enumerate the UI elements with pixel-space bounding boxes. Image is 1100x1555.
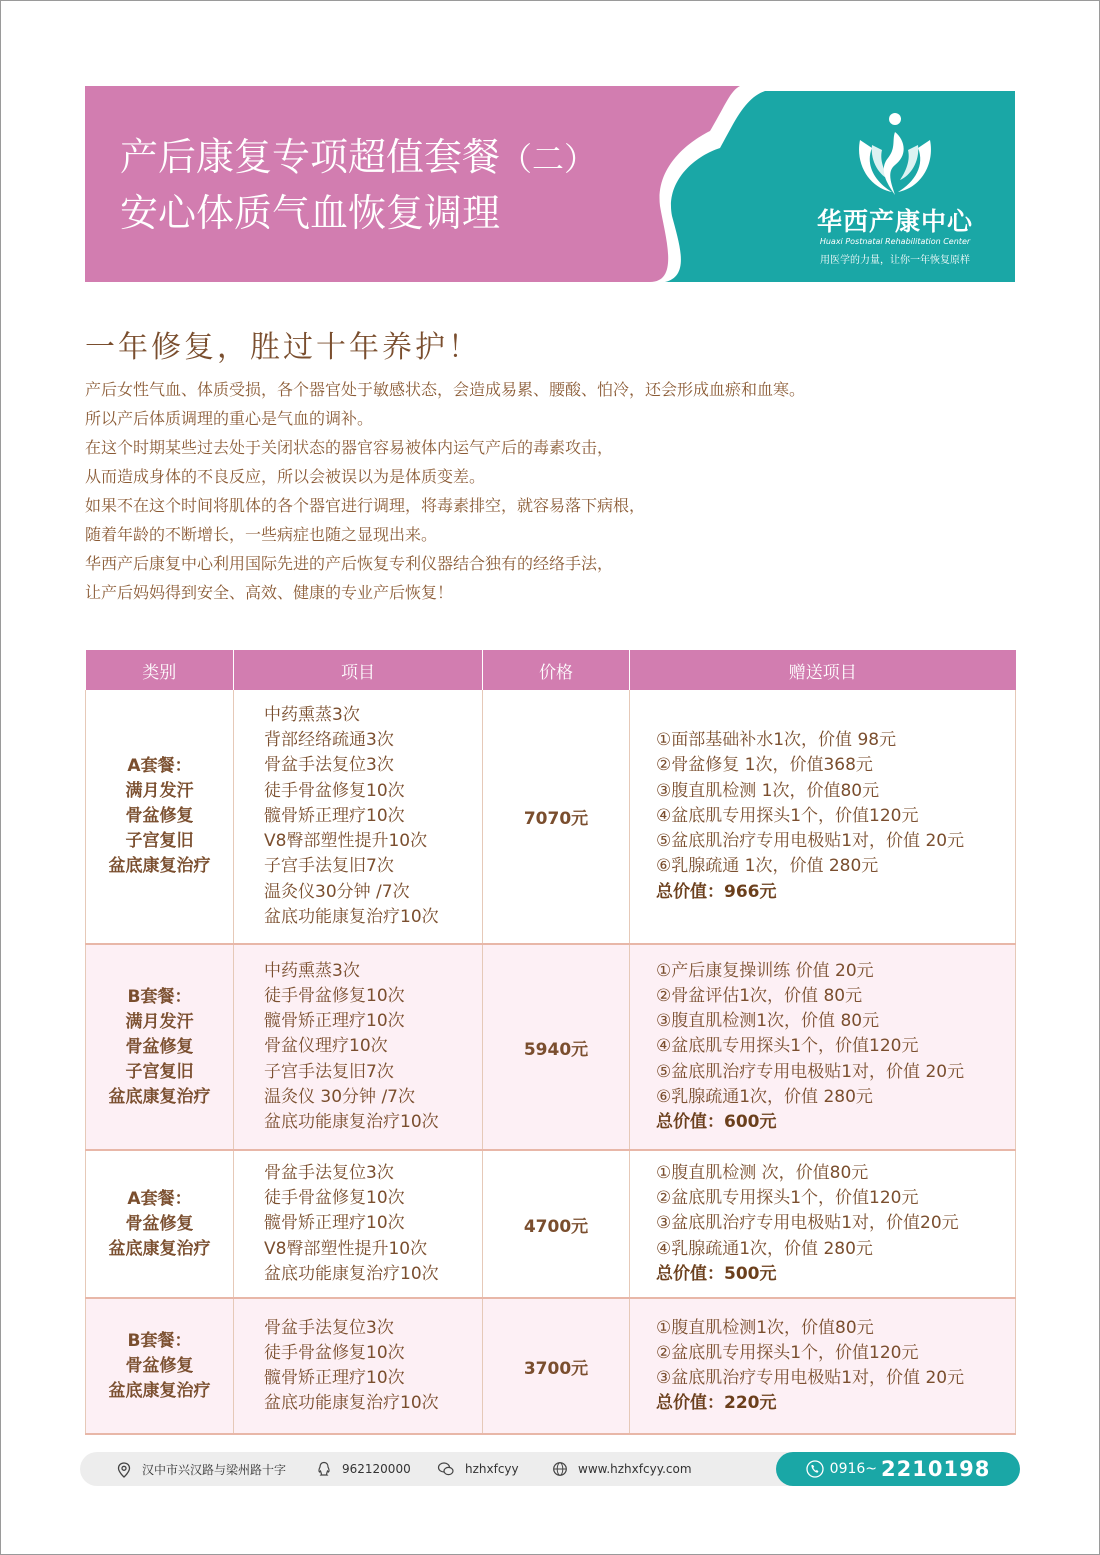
gift-total: 总价值：220元	[656, 1393, 777, 1414]
item-line: 中药熏蒸3次	[264, 960, 360, 981]
logo-slogan: 用医学的力量，让你一年恢复原样	[820, 255, 970, 266]
package-items-cell	[234, 690, 483, 944]
package-category-cell	[86, 1298, 234, 1434]
gift-line: ④盆底肌专用探头1个，价值120元	[656, 1036, 919, 1057]
logo-english-name: Huaxi Postnatal Rehabilitation Center	[819, 237, 971, 246]
gift-line: ④盆底肌专用探头1个，价值120元	[656, 805, 919, 826]
footer-address	[116, 1461, 286, 1478]
category-line: 盆底康复治疗	[108, 1238, 211, 1259]
item-line: 盆底功能康复治疗10次	[264, 1393, 439, 1414]
gift-line: ③盆底肌治疗专用电极贴1对，价值 20元	[656, 1368, 965, 1388]
item-line: 徒手骨盆修复10次	[264, 1188, 405, 1209]
category-line: B套餐：	[127, 1330, 192, 1351]
gift-line: ①腹直肌检测 次，价值80元	[656, 1162, 869, 1183]
package-items-cell	[234, 944, 483, 1150]
package-category-cell	[86, 1150, 234, 1298]
table-row	[86, 1298, 1016, 1434]
category-line: A套餐：	[127, 1188, 192, 1209]
item-line: 徒手骨盆修复10次	[264, 1342, 405, 1363]
category-line: 骨盆修复	[125, 1355, 194, 1376]
item-line: 盆底功能康复治疗10次	[264, 1112, 439, 1132]
item-line: 髋骨矫正理疗10次	[264, 1213, 405, 1234]
header-gifts: 赠送项目	[630, 650, 1016, 690]
gift-line: ②盆底肌专用探头1个，价值120元	[656, 1342, 919, 1363]
header-category: 类别	[86, 650, 234, 690]
package-price-cell: 3700元	[483, 1298, 630, 1434]
table-row	[86, 944, 1016, 1150]
table-header-row	[86, 650, 1016, 690]
package-gifts-cell	[630, 690, 1016, 944]
gift-total: 总价值：500元	[656, 1263, 777, 1284]
intro-line: 从而造成身体的不良反应，所以会被误以为是体质变差。	[85, 467, 486, 486]
category-line: 子宫复旧	[125, 1061, 194, 1082]
item-line: 温灸仪 30分钟 /7次	[264, 1086, 415, 1107]
item-line: 盆底功能康复治疗10次	[264, 906, 439, 927]
item-line: V8臀部塑性提升10次	[264, 831, 428, 852]
package-category-cell	[86, 690, 234, 944]
intro-paragraph	[85, 375, 1025, 607]
header-title	[120, 130, 596, 240]
wechat-text: hzhxfcyy	[465, 1462, 519, 1476]
qq-icon	[316, 1461, 332, 1477]
category-line: 骨盆修复	[125, 1036, 194, 1057]
gift-line: ①产后康复操训练 价值 20元	[656, 960, 874, 981]
wechat-icon	[437, 1461, 455, 1477]
table-row	[86, 690, 1016, 944]
gift-line: ①腹直肌检测1次，价值80元	[656, 1317, 874, 1338]
item-line: 骨盆手法复位3次	[264, 1162, 394, 1183]
item-line: 徒手骨盆修复10次	[264, 780, 405, 801]
item-line: 骨盆仪理疗10次	[264, 1036, 388, 1057]
address-text: 汉中市兴汉路与梁州路十字	[142, 1463, 287, 1477]
gift-total: 总价值：600元	[656, 1112, 777, 1132]
item-line: 徒手骨盆修复10次	[264, 985, 405, 1006]
gift-line: ③腹直肌检测1次，价值 80元	[656, 1011, 880, 1032]
intro-line: 所以产后体质调理的重心是气血的调补。	[85, 409, 374, 428]
gift-line: ⑥乳腺疏通 1次，价值 280元	[656, 856, 879, 877]
website-link[interactable]: www.hzhxfcyy.com	[578, 1462, 692, 1476]
gift-line: ②骨盆修复 1次，价值368元	[656, 755, 873, 776]
footer-website	[552, 1461, 692, 1477]
header-title-paren: （二）	[500, 140, 597, 178]
package-category-cell	[86, 944, 234, 1150]
package-gifts-cell	[630, 1298, 1016, 1434]
gift-total: 总价值：966元	[656, 881, 777, 902]
logo	[800, 110, 990, 270]
item-line: 髋骨矫正理疗10次	[264, 1368, 405, 1388]
gift-line: ⑤盆底肌治疗专用电极贴1对，价值 20元	[656, 1061, 965, 1082]
footer-wechat	[437, 1461, 519, 1477]
item-line: 髋骨矫正理疗10次	[264, 1011, 405, 1032]
package-price-cell: 4700元	[483, 1150, 630, 1298]
intro-line: 华西产后康复中心利用国际先进的产后恢复专利仪器结合独有的经络手法，	[85, 554, 614, 573]
phone-number: 2210198	[881, 1457, 991, 1481]
gift-line: ⑥乳腺疏通1次，价值 280元	[656, 1086, 873, 1107]
header-title-line1: 产后康复专项超值套餐	[120, 135, 501, 179]
item-line: V8臀部塑性提升10次	[264, 1238, 428, 1259]
headline: 一年修复，胜过十年养护！	[85, 330, 481, 365]
item-line: 子宫手法复旧7次	[264, 856, 394, 877]
intro-line: 在这个时期某些过去处于关闭状态的器官容易被体内运气产后的毒素攻击，	[85, 438, 614, 457]
globe-icon	[552, 1461, 568, 1477]
category-line: 盆底康复治疗	[108, 1086, 211, 1107]
package-items-cell	[234, 1150, 483, 1298]
logo-mark-icon	[850, 110, 940, 200]
footer-qq	[316, 1461, 411, 1477]
item-line: 温灸仪30分钟 /7次	[264, 881, 410, 902]
intro-line: 随着年龄的不断增长，一些病症也随之显现出来。	[85, 525, 438, 544]
gift-line: ③腹直肌检测 1次，价值80元	[656, 780, 880, 801]
location-icon	[116, 1462, 132, 1478]
item-line: 子宫手法复旧7次	[264, 1061, 394, 1082]
category-line: 满月发汗	[125, 1011, 194, 1032]
category-line: 骨盆修复	[125, 806, 194, 826]
package-gifts-cell	[630, 944, 1016, 1150]
category-line: B套餐：	[127, 986, 192, 1007]
item-line: 背部经络疏通3次	[264, 730, 394, 751]
package-items-cell	[234, 1298, 483, 1434]
gift-line: ③盆底肌治疗专用电极贴1对，价值20元	[656, 1213, 959, 1234]
category-line: 满月发汗	[125, 781, 194, 801]
header-items: 项目	[234, 650, 483, 690]
gift-line: ②盆底肌专用探头1个，价值120元	[656, 1188, 919, 1209]
category-line: 子宫复旧	[125, 831, 194, 851]
category-line: 盆底康复治疗	[108, 1380, 211, 1401]
intro-line: 让产后妈妈得到安全、高效、健康的专业产后恢复！	[85, 583, 454, 602]
phone-prefix: 0916~	[829, 1461, 878, 1477]
intro-line: 如果不在这个时间将肌体的各个器官进行调理，将毒素排空，就容易落下病根，	[85, 496, 646, 515]
item-line: 骨盆手法复位3次	[264, 1317, 394, 1338]
package-gifts-cell	[630, 1150, 1016, 1298]
package-price-cell: 7070元	[483, 690, 630, 944]
header-price: 价格	[483, 650, 630, 690]
category-line: 骨盆修复	[125, 1213, 194, 1234]
qq-text: 962120000	[342, 1462, 411, 1476]
item-line: 中药熏蒸3次	[264, 705, 360, 726]
item-line: 髋骨矫正理疗10次	[264, 805, 405, 826]
logo-name: 华西产康中心	[816, 207, 973, 236]
gift-line: ④乳腺疏通1次，价值 280元	[656, 1238, 873, 1259]
item-line: 骨盆手法复位3次	[264, 755, 394, 776]
header-title-line2: 安心体质气血恢复调理	[120, 191, 501, 235]
item-line: 盆底功能康复治疗10次	[264, 1263, 439, 1284]
category-line: 盆底康复治疗	[108, 856, 211, 876]
phone-icon	[806, 1460, 824, 1478]
table-row	[86, 1150, 1016, 1298]
package-price-cell: 5940元	[483, 944, 630, 1150]
gift-line: ①面部基础补水1次，价值 98元	[656, 730, 897, 751]
gift-line: ⑤盆底肌治疗专用电极贴1对，价值 20元	[656, 831, 965, 852]
intro-line: 产后女性气血、体质受损，各个器官处于敏感状态，会造成易累、腰酸、怕冷，还会形成血瘀和血寒。	[85, 380, 806, 399]
package-table	[85, 650, 1016, 1435]
phone-pill[interactable]	[776, 1452, 1020, 1486]
gift-line: ②骨盆评估1次，价值 80元	[656, 985, 863, 1006]
category-line: A套餐：	[127, 756, 192, 776]
